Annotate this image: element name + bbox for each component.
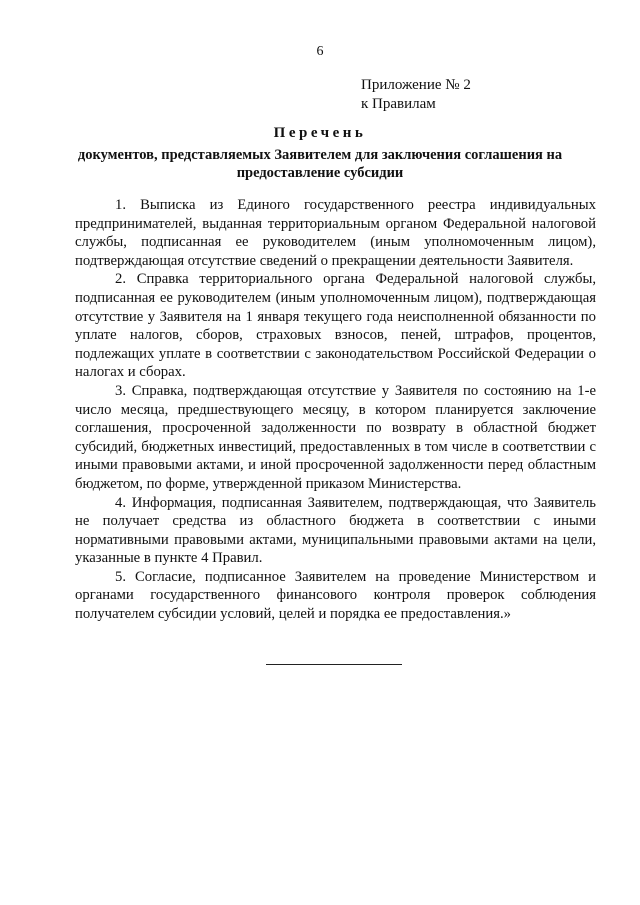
appendix-line-2: к Правилам [361,96,436,112]
page-number: 6 [316,44,324,59]
document-title: Перечень [273,125,367,141]
closing-divider [266,664,402,665]
document-body [75,196,596,624]
appendix-reference [361,76,471,114]
document-subtitle: документов, представляемых Заявителем для заключения соглашения на предоставление субсидии [77,147,563,181]
appendix-line-1: Приложение № 2 [361,77,471,93]
list-item-2: 2. Справка территориального органа Федеральной налоговой службы, подписанная ее руководителем (иным уполномоченным лицом), подтверждающая отсутствие у Заявителя на 1 января текущего года неисполненной обязанности по уплате налогов, сборов, страховых взносов, пеней, штрафов, процентов, подлежащих уплате в соответствии с законодательством Российской Федерации о налогах и сборах. [75,271,596,381]
list-item-4: 4. Информация, подписанная Заявителем, подтверждающая, что Заявитель не получает средства из областного бюджета в соответствии с иными нормативными правовыми актами, муниципальными правовыми актами на цели, указанные в пункте 4 Правил. [75,494,596,567]
list-item-5: 5. Согласие, подписанное Заявителем на проведение Министерством и органами государственного финансового контроля проверок соблюдения получателем субсидии условий, целей и порядка ее предоставления.» [75,568,596,623]
list-item-1: 1. Выписка из Единого государственного реестра индивидуальных предпринимателей, выданная территориальным органом Федеральной налоговой службы, подписанная ее руководителем (иным уполномоченным лицом), подтверждающая отсутствие сведений о прекращении деятельности Заявителя. [75,197,596,269]
list-item-3: 3. Справка, подтверждающая отсутствие у Заявителя по состоянию на 1-е число месяца, предшествующего месяцу, в котором планируется заключение соглашения, просроченной задолженности по возврату в областной бюджет субсидий, бюджетных инвестиций, предоставленных в том числе в соответствии с иными правовыми актами, и иной просроченной задолженности перед областным бюджетом, по форме, утвержденной приказом Министерства. [75,382,596,492]
